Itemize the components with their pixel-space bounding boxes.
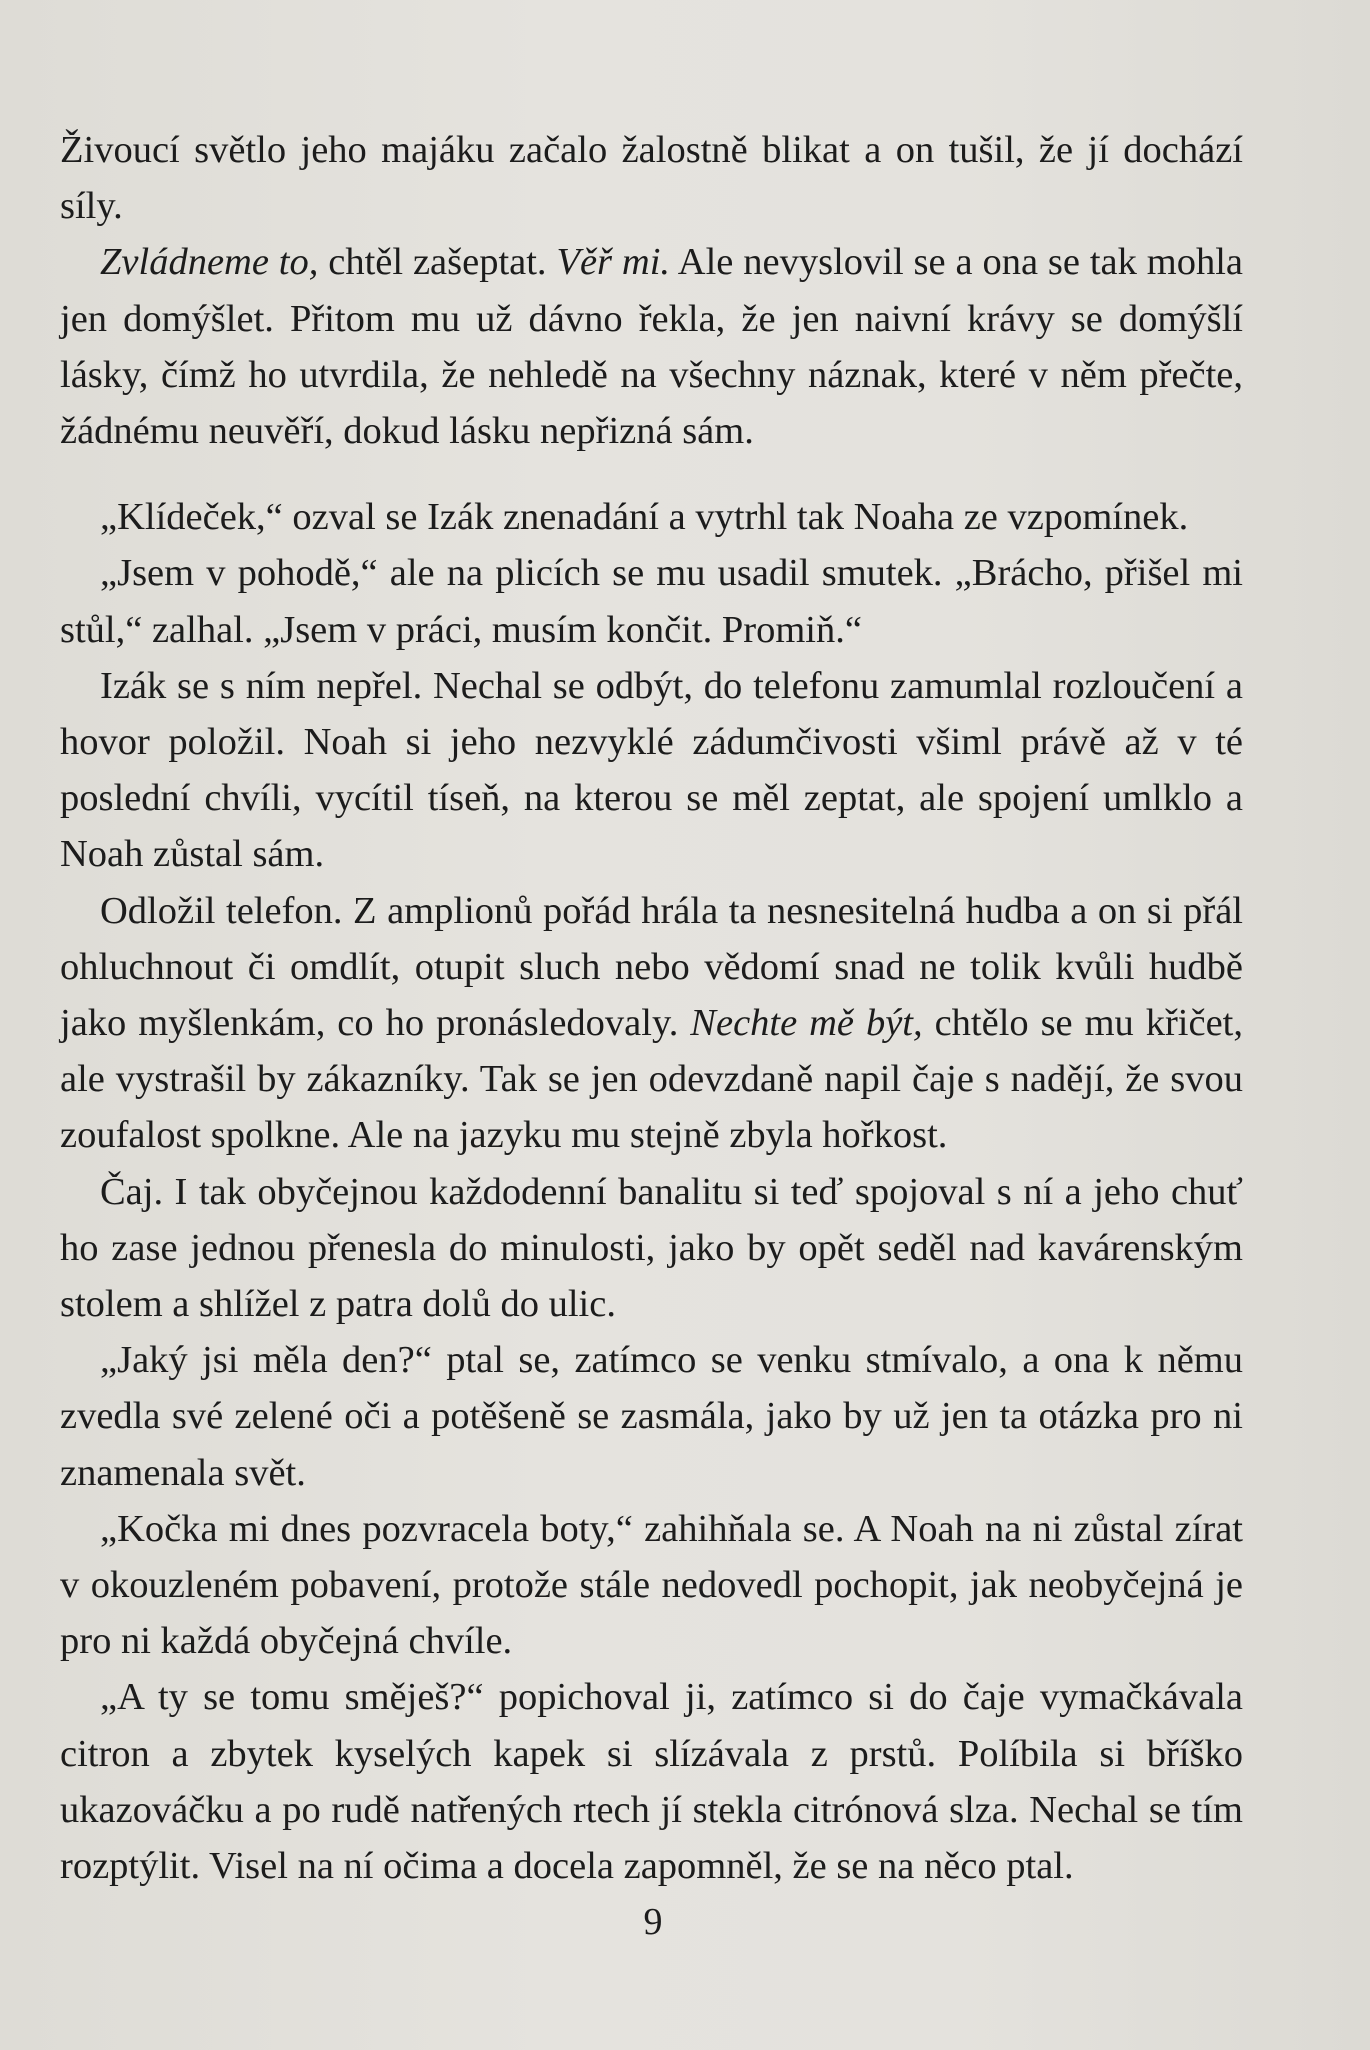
text-run: „Klídeček,“ ozval se Izák znenadání a vytrhl tak Noaha ze vzpomínek. (100, 496, 1189, 539)
paragraph (60, 1501, 1243, 1670)
text-run: Odložil telefon. Z amplionů pořád hrála ta nesnesitelná hudba a on si přál ohluchnout či omdlít, otupit sluch nebo vědomí snad ne tolik kvůli hudbě jako myšlenkám, co ho pronásledovaly. (60, 889, 1243, 1045)
paragraph (60, 1669, 1243, 1894)
body-text (60, 122, 1243, 1894)
text-run: Živoucí světlo jeho majáku začalo žalostně blikat a on tušil, že jí dochází síly. (60, 129, 1243, 228)
paragraph (60, 122, 1243, 234)
paragraph (60, 545, 1243, 657)
text-run: Čaj. I tak obyčejnou každodenní banalitu si teď spojoval s ní a jeho chuť ho zase jednou přenesla do minulosti, jako by opět seděl nad kavárenským stolem a shlížel z patra dolů do ulic. (60, 1170, 1243, 1326)
italic-text-run: Zvládneme to, (100, 241, 319, 284)
text-run: „Jaký jsi měla den?“ ptal se, zatímco se venku stmívalo, a ona k němu zvedla své zelené oči a potěšeně se zasmála, jako by už jen ta otázka pro ni znamenala svět. (60, 1339, 1243, 1494)
paragraph (60, 489, 1243, 545)
text-run: „A ty se tomu směješ?“ popichoval ji, zatímco si do čaje vymačkávala citron a zbytek kyselých kapek si slízávala z prstů. Políbila si bříško ukazováčku a po rudě natřených rtech jí stekla citrónová slza. Nechal se tím rozptýlit. Visel na ní očima a docela zapomněl, že se na něco ptal. (60, 1676, 1243, 1888)
text-run: „Kočka mi dnes pozvracela boty,“ zahihňala se. A Noah na ni zůstal zírat v okouzleném pobavení, protože stále nedovedl pochopit, jak neobyčejná je pro ni každá obyčejná chvíle. (60, 1507, 1243, 1663)
paragraph (60, 658, 1243, 883)
paragraph (60, 883, 1243, 1164)
italic-text-run: Věř mi. (556, 241, 671, 284)
text-run: Izák se s ním nepřel. Nechal se odbýt, do telefonu zamumlal rozloučení a hovor položil. Noah si jeho nezvyklé zádumčivosti všiml právě až v té poslední chvíli, vycítil tíseň, na kterou se měl zeptat, ale spojení umlklo a Noah zůstal sám. (60, 664, 1243, 876)
text-run: „Jsem v pohodě,“ ale na plicích se mu usadil smutek. „Brácho, přišel mi stůl,“ zalhal. „Jsem v práci, musím končit. Promiň.“ (60, 552, 1243, 651)
text-run: chtěl zašeptat. (318, 241, 557, 284)
paragraph (60, 1164, 1243, 1333)
page-number: 9 (643, 1901, 663, 1943)
paragraph (60, 1332, 1243, 1501)
italic-text-run: Nechte mě být, (690, 1002, 923, 1045)
paragraph (60, 234, 1243, 459)
text-run: Ale nevyslovil se a ona se tak mohla jen domýšlet. Přitom mu už dávno řekla, že jen naivní krávy se domýšlí lásky, čímž ho utvrdila, že nehledě na všechny náznak, které v něm přečte, žádnému neuvěří, dokud lásku nepřizná sám. (60, 241, 1243, 453)
text-run: chtělo se mu křičet, ale vystrašil by zákazníky. Tak se jen odevzdaně napil čaje s nadějí, že svou zoufalost spolkne. Ale na jazyku mu stejně zbyla hořkost. (60, 1002, 1243, 1157)
